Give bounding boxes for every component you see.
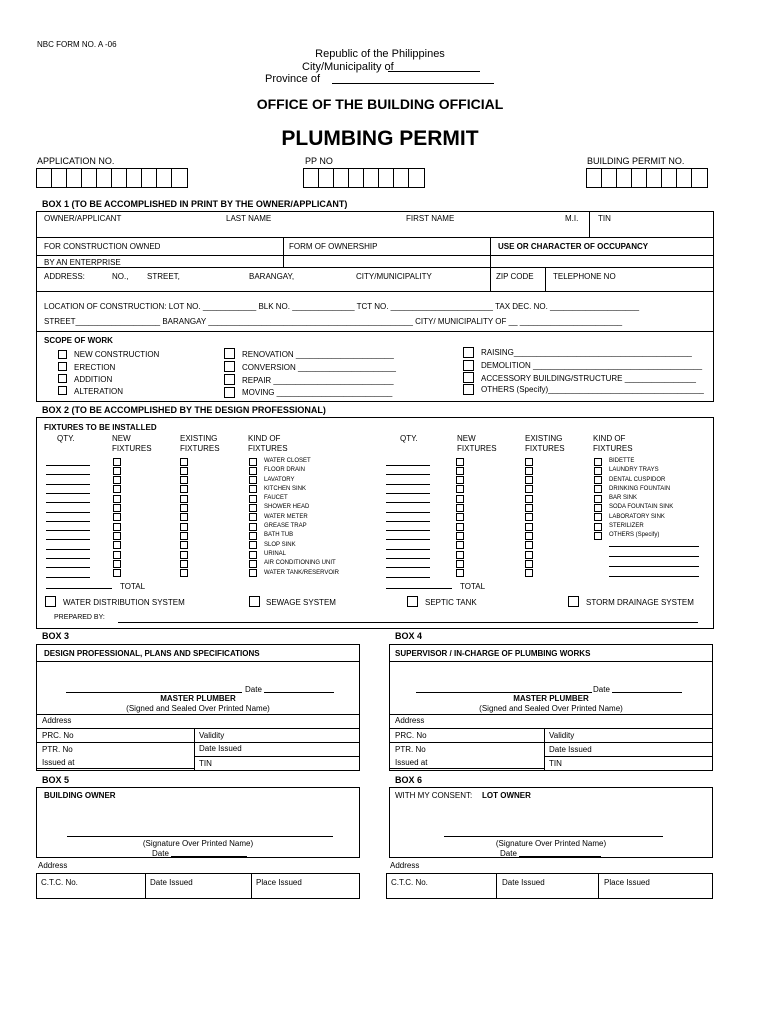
- qty-field[interactable]: [386, 539, 430, 540]
- box6-label: BOX 6: [395, 775, 423, 785]
- qty-field[interactable]: [46, 502, 90, 503]
- existing-header: EXISTING: [525, 434, 563, 443]
- page-title: PLUMBING PERMIT: [281, 127, 479, 150]
- fixtures-header: FIXTURES: [180, 444, 220, 453]
- existing-fixture-checkbox[interactable]: [180, 532, 188, 540]
- fixtures-header: FIXTURES: [112, 444, 152, 453]
- qty-field[interactable]: [46, 493, 90, 494]
- box4-signature-line[interactable]: [416, 692, 592, 693]
- kind-fixture-checkbox[interactable]: [594, 458, 602, 466]
- fixtures-header: FIXTURES: [593, 444, 633, 453]
- new-fixture-checkbox[interactable]: [456, 476, 464, 484]
- use-character-label: USE OR CHARACTER OF OCCUPANCY: [498, 242, 649, 251]
- new-fixture-checkbox[interactable]: [113, 541, 121, 549]
- box1-heading: BOX 1 (TO BE ACCOMPLISHED IN PRINT BY THE OWNER/APPLICANT): [42, 199, 348, 209]
- form-number: NBC FORM NO. A -06: [37, 40, 117, 49]
- system-label: SEWAGE SYSTEM: [266, 598, 336, 607]
- box6-address-label: Address: [390, 861, 420, 870]
- box4-date-issued-label: Date Issued: [549, 745, 592, 754]
- no-label: NO.,: [112, 272, 129, 281]
- new-fixture-checkbox[interactable]: [113, 560, 121, 568]
- other-fixture-line[interactable]: [609, 566, 699, 567]
- address-label: ADDRESS:: [44, 272, 85, 281]
- fixture-label: OTHERS (Specify): [609, 532, 660, 539]
- scope-item: ACCESSORY BUILDING/STRUCTURE ________________: [481, 374, 696, 383]
- box5-signature-line[interactable]: [67, 836, 333, 837]
- scope-checkbox[interactable]: [58, 350, 67, 359]
- fixtures-header: FIXTURES: [525, 444, 565, 453]
- scope-checkbox[interactable]: [224, 387, 235, 398]
- box3-prc-label: PRC. No: [42, 731, 74, 740]
- box6-ctc-row: [386, 873, 713, 899]
- scope-checkbox[interactable]: [224, 348, 235, 359]
- system-label: STORM DRAINAGE SYSTEM: [586, 598, 694, 607]
- fixture-label: DENTAL CUSPIDOR: [609, 476, 666, 483]
- fixtures-heading: FIXTURES TO BE INSTALLED: [44, 423, 157, 432]
- qty-field[interactable]: [386, 567, 430, 568]
- qty-field[interactable]: [46, 549, 90, 550]
- box6-date-issued-label: Date Issued: [502, 878, 545, 887]
- box6-signature-note: (Signature Over Printed Name): [495, 839, 607, 848]
- fixtures-header: FIXTURES: [457, 444, 497, 453]
- existing-fixture-checkbox[interactable]: [180, 476, 188, 484]
- republic-line: Republic of the Philippines: [315, 48, 445, 60]
- system-checkbox[interactable]: [45, 596, 56, 607]
- scope-item: ERECTION: [74, 363, 116, 372]
- left-total-field[interactable]: [46, 588, 112, 589]
- fixture-label: WATER METER: [264, 513, 308, 520]
- fixture-label: BATH TUB: [264, 532, 294, 539]
- existing-fixture-checkbox[interactable]: [180, 551, 188, 559]
- fixture-label: SODA FOUNTAIN SINK: [609, 504, 674, 511]
- new-fixture-checkbox[interactable]: [456, 513, 464, 521]
- other-fixture-line[interactable]: [609, 556, 699, 557]
- qty-field[interactable]: [46, 484, 90, 485]
- existing-fixture-checkbox[interactable]: [525, 541, 533, 549]
- new-fixture-checkbox[interactable]: [456, 569, 464, 577]
- box3-label: BOX 3: [42, 631, 70, 641]
- qty-header: QTY.: [400, 434, 418, 443]
- kind-fixture-checkbox[interactable]: [249, 569, 257, 577]
- new-fixture-checkbox[interactable]: [456, 458, 464, 466]
- box4-label: BOX 4: [395, 631, 423, 641]
- box5-ctc-row: [36, 873, 360, 899]
- kind-fixture-checkbox[interactable]: [594, 513, 602, 521]
- kind-fixture-checkbox[interactable]: [249, 541, 257, 549]
- scope-item: DEMOLITION ______________________________________: [481, 361, 703, 370]
- new-fixture-checkbox[interactable]: [113, 495, 121, 503]
- box3-signed-note: (Signed and Sealed Over Printed Name): [126, 704, 270, 713]
- existing-fixture-checkbox[interactable]: [180, 513, 188, 521]
- telephone-label: TELEPHONE NO: [553, 272, 616, 281]
- box4-prc-label: PRC. No: [395, 731, 427, 740]
- new-fixture-checkbox[interactable]: [456, 467, 464, 475]
- qty-field[interactable]: [386, 521, 430, 522]
- kind-fixture-checkbox[interactable]: [249, 504, 257, 512]
- existing-fixture-checkbox[interactable]: [525, 560, 533, 568]
- fixture-label: KITCHEN SINK: [264, 485, 307, 492]
- kind-fixture-checkbox[interactable]: [249, 551, 257, 559]
- fixture-label: GREASE TRAP: [264, 523, 307, 530]
- fixture-label: LAUNDRY TRAYS: [609, 467, 659, 474]
- system-label: SEPTIC TANK: [425, 598, 477, 607]
- qty-field[interactable]: [386, 549, 430, 550]
- kind-of-header: KIND OF: [248, 434, 281, 443]
- box5-address-label: Address: [38, 861, 68, 870]
- box6-ctc-label: C.T.C. No.: [391, 878, 428, 887]
- other-fixture-line[interactable]: [609, 546, 699, 547]
- kind-fixture-checkbox[interactable]: [249, 560, 257, 568]
- pp-no-label: PP NO: [305, 156, 333, 166]
- qty-field[interactable]: [386, 493, 430, 494]
- kind-fixture-checkbox[interactable]: [249, 523, 257, 531]
- box3-date-field[interactable]: [264, 692, 334, 693]
- scope-item: RENOVATION ______________________: [242, 350, 394, 359]
- existing-fixture-checkbox[interactable]: [525, 458, 533, 466]
- qty-field[interactable]: [386, 512, 430, 513]
- box3-date-label: Date: [245, 685, 262, 694]
- new-fixture-checkbox[interactable]: [113, 485, 121, 493]
- box6-consent-label: WITH MY CONSENT:: [395, 791, 473, 800]
- fixtures-header: FIXTURES: [248, 444, 288, 453]
- box4-validity-label: Validity: [549, 731, 575, 740]
- new-fixture-checkbox[interactable]: [456, 504, 464, 512]
- box3-heading: DESIGN PROFESSIONAL, PLANS AND SPECIFICATIONS: [44, 649, 260, 658]
- system-checkbox[interactable]: [249, 596, 260, 607]
- city-municipality-label: CITY/MUNICIPALITY: [356, 272, 432, 281]
- box5-heading: BUILDING OWNER: [44, 791, 116, 800]
- scope-checkbox[interactable]: [463, 372, 474, 383]
- existing-fixture-checkbox[interactable]: [525, 569, 533, 577]
- kind-fixture-checkbox[interactable]: [594, 523, 602, 531]
- existing-fixture-checkbox[interactable]: [180, 541, 188, 549]
- scope-item: ADDITION: [74, 375, 113, 384]
- box5-label: BOX 5: [42, 775, 70, 785]
- scope-item: REPAIR ___________________________: [242, 376, 394, 385]
- new-fixture-checkbox[interactable]: [113, 476, 121, 484]
- box3-issued-at-label: Issued at: [42, 758, 75, 767]
- pp-no-field[interactable]: [303, 168, 425, 188]
- left-fixture-list: [264, 457, 339, 578]
- box3-date-issued-label: Date Issued: [199, 744, 242, 753]
- kind-fixture-checkbox[interactable]: [594, 504, 602, 512]
- scope-checkbox[interactable]: [224, 374, 235, 385]
- box6-date-field[interactable]: [519, 856, 601, 857]
- kind-fixture-checkbox[interactable]: [594, 467, 602, 475]
- existing-fixture-checkbox[interactable]: [180, 485, 188, 493]
- city-field[interactable]: [388, 71, 480, 72]
- form-of-ownership-label: FORM OF OWNERSHIP: [289, 242, 378, 251]
- scope-item: MOVING __________________________: [242, 388, 393, 397]
- new-fixture-checkbox[interactable]: [456, 495, 464, 503]
- box3-ptr-label: PTR. No: [42, 745, 73, 754]
- qty-field[interactable]: [386, 502, 430, 503]
- total-label: TOTAL: [460, 582, 486, 591]
- mi-label: M.I.: [565, 214, 579, 223]
- qty-header: QTY.: [57, 434, 75, 443]
- box5-ctc-label: C.T.C. No.: [41, 878, 78, 887]
- fixture-label: BAR SINK: [609, 495, 638, 502]
- qty-field[interactable]: [386, 577, 430, 578]
- box4-heading: SUPERVISOR / IN-CHARGE OF PLUMBING WORKS: [395, 649, 591, 658]
- box6-date-label: Date: [500, 849, 517, 858]
- application-no-label: APPLICATION NO.: [37, 156, 115, 166]
- existing-fixture-checkbox[interactable]: [525, 532, 533, 540]
- box3-validity-label: Validity: [199, 731, 225, 740]
- existing-fixture-checkbox[interactable]: [180, 458, 188, 466]
- province-field[interactable]: [332, 83, 494, 84]
- prepared-by-field[interactable]: [118, 622, 698, 623]
- kind-fixture-checkbox[interactable]: [249, 485, 257, 493]
- box6-lot-owner-label: LOT OWNER: [482, 791, 531, 800]
- new-fixture-checkbox[interactable]: [456, 485, 464, 493]
- new-header: NEW: [457, 434, 476, 443]
- building-permit-no-field[interactable]: [586, 168, 708, 188]
- existing-fixture-checkbox[interactable]: [180, 560, 188, 568]
- first-name-label: FIRST NAME: [406, 214, 455, 223]
- total-label: TOTAL: [120, 582, 146, 591]
- qty-field[interactable]: [46, 474, 90, 475]
- new-fixture-checkbox[interactable]: [113, 569, 121, 577]
- qty-field[interactable]: [386, 530, 430, 531]
- fixture-label: LABORATORY SINK: [609, 513, 665, 520]
- kind-fixture-checkbox[interactable]: [594, 532, 602, 540]
- system-label: WATER DISTRIBUTION SYSTEM: [63, 598, 185, 607]
- new-fixture-checkbox[interactable]: [456, 541, 464, 549]
- scope-checkbox[interactable]: [58, 386, 67, 395]
- existing-fixture-checkbox[interactable]: [525, 495, 533, 503]
- qty-field[interactable]: [46, 465, 90, 466]
- kind-fixture-checkbox[interactable]: [249, 458, 257, 466]
- right-fixture-list: [609, 457, 673, 541]
- scope-item: NEW CONSTRUCTION: [74, 350, 160, 359]
- tin-label: TIN: [598, 214, 611, 223]
- kind-fixture-checkbox[interactable]: [249, 476, 257, 484]
- existing-fixture-checkbox[interactable]: [180, 495, 188, 503]
- existing-fixture-checkbox[interactable]: [180, 467, 188, 475]
- qty-field[interactable]: [46, 577, 90, 578]
- existing-fixture-checkbox[interactable]: [525, 551, 533, 559]
- kind-fixture-checkbox[interactable]: [249, 467, 257, 475]
- qty-field[interactable]: [46, 539, 90, 540]
- new-fixture-checkbox[interactable]: [456, 523, 464, 531]
- box4-master-plumber: MASTER PLUMBER: [513, 694, 589, 703]
- location-line-1[interactable]: LOCATION OF CONSTRUCTION: LOT NO. ____________ BLK NO. ______________ TCT NO. _______________________ TAX DEC. NO. ____________________: [44, 302, 640, 311]
- new-fixture-checkbox[interactable]: [113, 467, 121, 475]
- fixture-label: FLOOR DRAIN: [264, 467, 306, 474]
- existing-fixture-checkbox[interactable]: [525, 485, 533, 493]
- existing-header: EXISTING: [180, 434, 218, 443]
- box4-tin-label: TIN: [549, 759, 562, 768]
- scope-checkbox[interactable]: [58, 374, 67, 383]
- qty-field[interactable]: [386, 484, 430, 485]
- box5-date-label: Date: [152, 849, 169, 858]
- last-name-label: LAST NAME: [226, 214, 272, 223]
- box3-master-plumber: MASTER PLUMBER: [160, 694, 236, 703]
- construction-owned-label: FOR CONSTRUCTION OWNED: [44, 242, 161, 251]
- qty-field[interactable]: [386, 474, 430, 475]
- box2-heading: BOX 2 (TO BE ACCOMPLISHED BY THE DESIGN PROFESSIONAL): [42, 405, 326, 415]
- scope-heading: SCOPE OF WORK: [44, 336, 113, 345]
- existing-fixture-checkbox[interactable]: [180, 523, 188, 531]
- kind-fixture-checkbox[interactable]: [249, 495, 257, 503]
- kind-of-header: KIND OF: [593, 434, 626, 443]
- kind-fixture-checkbox[interactable]: [249, 513, 257, 521]
- new-fixture-checkbox[interactable]: [113, 551, 121, 559]
- new-fixture-checkbox[interactable]: [113, 504, 121, 512]
- qty-field[interactable]: [386, 465, 430, 466]
- qty-field[interactable]: [46, 530, 90, 531]
- barangay-label: BARANGAY,: [249, 272, 295, 281]
- fixture-label: FAUCET: [264, 495, 288, 502]
- existing-fixture-checkbox[interactable]: [525, 476, 533, 484]
- box4-ptr-label: PTR. No: [395, 745, 426, 754]
- box6-place-issued-label: Place Issued: [604, 878, 650, 887]
- kind-fixture-checkbox[interactable]: [249, 532, 257, 540]
- fixture-label: DRINKING FOUNTAIN: [609, 485, 671, 492]
- box4-address-label: Address: [395, 716, 425, 725]
- owner-applicant-label: OWNER/APPLICANT: [44, 214, 122, 223]
- new-fixture-checkbox[interactable]: [456, 532, 464, 540]
- office-title: OFFICE OF THE BUILDING OFFICIAL: [256, 96, 504, 112]
- box5-signature-note: (Signature Over Printed Name): [142, 839, 254, 848]
- qty-field[interactable]: [46, 512, 90, 513]
- scope-checkbox[interactable]: [463, 384, 474, 395]
- scope-checkbox[interactable]: [224, 361, 235, 372]
- fixture-label: AIR CONDITIONING UNIT: [264, 560, 336, 567]
- existing-fixture-checkbox[interactable]: [525, 523, 533, 531]
- right-total-field[interactable]: [386, 588, 452, 589]
- box5-date-field[interactable]: [171, 856, 247, 857]
- existing-fixture-checkbox[interactable]: [525, 504, 533, 512]
- fixture-label: LAVATORY: [264, 476, 295, 483]
- existing-fixture-checkbox[interactable]: [180, 504, 188, 512]
- box4-signed-note: (Signed and Sealed Over Printed Name): [479, 704, 623, 713]
- box4-date-label: Date: [593, 685, 610, 694]
- fixture-label: WATER CLOSET: [264, 458, 311, 464]
- fixture-label: SHOWER HEAD: [264, 504, 310, 511]
- scope-checkbox[interactable]: [58, 362, 67, 371]
- scope-item: RAISING________________________________________: [481, 348, 692, 357]
- fixture-label: SLOP SINK: [264, 541, 296, 548]
- fixture-label: URINAL: [264, 550, 287, 557]
- box3-tin-label: TIN: [199, 759, 212, 768]
- new-fixture-checkbox[interactable]: [113, 523, 121, 531]
- qty-field[interactable]: [386, 558, 430, 559]
- other-fixture-line[interactable]: [609, 576, 699, 577]
- scope-checkbox[interactable]: [463, 347, 474, 358]
- location-line-2[interactable]: STREET___________________ BARANGAY ______________________________________________ CITY/ MUNICIPALITY OF __ _______________________: [44, 317, 623, 326]
- new-fixture-checkbox[interactable]: [113, 458, 121, 466]
- new-fixture-checkbox[interactable]: [456, 560, 464, 568]
- scope-checkbox[interactable]: [463, 360, 474, 371]
- box6-signature-line[interactable]: [444, 836, 663, 837]
- system-checkbox[interactable]: [407, 596, 418, 607]
- kind-fixture-checkbox[interactable]: [594, 485, 602, 493]
- fixture-label: STERILIZER: [609, 523, 644, 530]
- province-label: Province of: [265, 73, 321, 85]
- box3-signature-line[interactable]: [66, 692, 242, 693]
- new-fixture-checkbox[interactable]: [113, 513, 121, 521]
- scope-item: ALTERATION: [74, 387, 124, 396]
- box5-date-issued-label: Date Issued: [150, 878, 193, 887]
- qty-field[interactable]: [46, 558, 90, 559]
- city-label: City/Municipality of: [302, 61, 394, 73]
- application-no-field[interactable]: [36, 168, 188, 188]
- new-fixture-checkbox[interactable]: [456, 551, 464, 559]
- kind-fixture-checkbox[interactable]: [594, 495, 602, 503]
- building-permit-no-label: BUILDING PERMIT NO.: [587, 156, 685, 166]
- box4-issued-at-label: Issued at: [395, 758, 428, 767]
- by-enterprise-label: BY AN ENTERPRISE: [44, 258, 121, 267]
- box4-date-field[interactable]: [612, 692, 682, 693]
- scope-item: CONVERSION ______________________: [242, 363, 396, 372]
- scope-item: OTHERS (Specify)___________________________________: [481, 385, 704, 394]
- box3-address-label: Address: [42, 716, 72, 725]
- existing-fixture-checkbox[interactable]: [525, 513, 533, 521]
- kind-fixture-checkbox[interactable]: [594, 476, 602, 484]
- street-label: STREET,: [147, 272, 180, 281]
- new-fixture-checkbox[interactable]: [113, 532, 121, 540]
- existing-fixture-checkbox[interactable]: [525, 467, 533, 475]
- new-header: NEW: [112, 434, 131, 443]
- prepared-by-label: PREPARED BY:: [54, 614, 105, 621]
- fixture-label: WATER TANK/RESERVOIR: [264, 569, 340, 576]
- qty-field[interactable]: [46, 521, 90, 522]
- qty-field[interactable]: [46, 567, 90, 568]
- zip-code-label: ZIP CODE: [496, 272, 534, 281]
- system-checkbox[interactable]: [568, 596, 579, 607]
- fixture-label: BIDETTE: [609, 458, 635, 464]
- existing-fixture-checkbox[interactable]: [180, 569, 188, 577]
- box5-place-issued-label: Place Issued: [256, 878, 302, 887]
